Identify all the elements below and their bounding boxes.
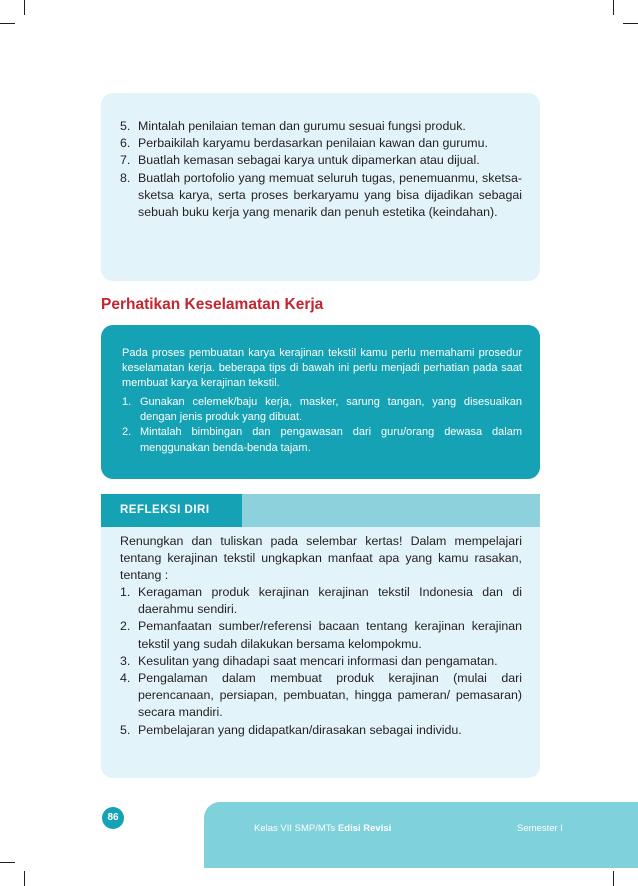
list-item [120,584,522,618]
item-number: 4. [120,671,131,686]
page-number: 86 [102,807,124,829]
steps-list [120,118,522,221]
list-item [120,653,522,670]
list-item [120,152,522,169]
item-number: 7. [120,153,131,168]
crop-mark [613,0,614,15]
crop-mark [0,862,15,863]
item-text: Pengalaman dalam membuat produk kerajinan (mulai dari perencanaan, persiapan, pembuatan, hingga pameran/ pemasaran) secara mandiri. [138,671,522,720]
list-item [120,135,522,152]
reflection-label: REFLEKSI DIRI [101,494,242,527]
item-text: Mintalah bimbingan dan pengawasan dari guru/orang dewasa dalam menggunakan benda-benda tajam. [140,426,522,454]
item-number: 5. [120,722,131,737]
list-item [120,170,522,222]
safety-panel [101,325,540,479]
item-number: 6. [120,136,131,151]
list-item [120,618,522,652]
reflection-list [120,584,522,739]
list-item [120,722,522,739]
item-text: Buatlah portofolio yang memuat seluruh tugas, penemuanmu, sketsa-sketsa karya, serta proses berkaryamu yang bisa dijadikan sebagai sebuah buku kerja yang menarik dan penuh estetika (keindahan). [138,170,522,220]
item-number: 3. [120,653,131,668]
crop-mark [24,871,25,886]
list-item [122,395,522,425]
item-text: Perbaikilah karyamu berdasarkan penilaian kawan dan gurumu. [138,136,488,151]
item-number: 2. [122,426,132,439]
list-item [120,670,522,722]
item-number: 1. [122,396,132,408]
item-text: Buatlah kemasan sebagai karya untuk dipamerkan atau dijual. [138,153,480,168]
footer-class-info [254,823,391,834]
footer-semester: Semester I [517,823,563,834]
reflection-intro: Renungkan dan tuliskan pada selembar kertas! Dalam mempelajari tentang kerajinan tekstil ungkapkan manfaat apa yang kamu rasakan, tentang : [120,534,522,583]
item-number: 2. [120,619,131,634]
crop-mark [613,871,614,886]
item-number: 1. [120,585,131,599]
crop-mark [24,0,25,15]
crop-mark [0,23,15,24]
list-item [120,118,522,135]
reflection-panel [101,527,540,778]
list-item [122,425,522,455]
safety-intro: Pada proses pembuatan karya kerajinan tekstil kamu perlu memahami prosedur keselamatan kerja. beberapa tips di bawah ini perlu menjadi perhatian pada saat membuat karya kerajinan tekstil. [122,347,522,390]
item-text: Pemanfaatan sumber/referensi bacaan tentang kerajinan kerajinan tekstil yang sudah dilakukan bersama kelompokmu. [138,619,522,651]
item-text: Keragaman produk kerajinan kerajinan tekstil Indonesia dan di daerahmu sendiri. [138,585,522,617]
item-text: Pembelajaran yang didapatkan/dirasakan sebagai individu. [138,722,462,737]
item-number: 8. [120,170,131,185]
footer-bar [204,802,638,868]
safety-list [122,395,522,456]
item-text: Mintalah penilaian teman dan gurumu sesuai fungsi produk. [138,119,466,133]
footer-class-text: Kelas VII SMP/MTs [254,823,338,834]
item-text: Kesulitan yang dihadapi saat mencari informasi dan pengamatan. [138,653,498,668]
item-number: 5. [120,119,131,133]
footer-edition-text: Edisi Revisi [337,823,392,834]
crop-mark [623,23,638,24]
steps-panel [101,93,540,281]
item-text: Gunakan celemek/baju kerja, masker, sarung tangan, yang disesuaikan dengan jenis produk yang dibuat. [140,396,522,424]
section-heading: Perhatikan Keselamatan Kerja [101,296,324,313]
